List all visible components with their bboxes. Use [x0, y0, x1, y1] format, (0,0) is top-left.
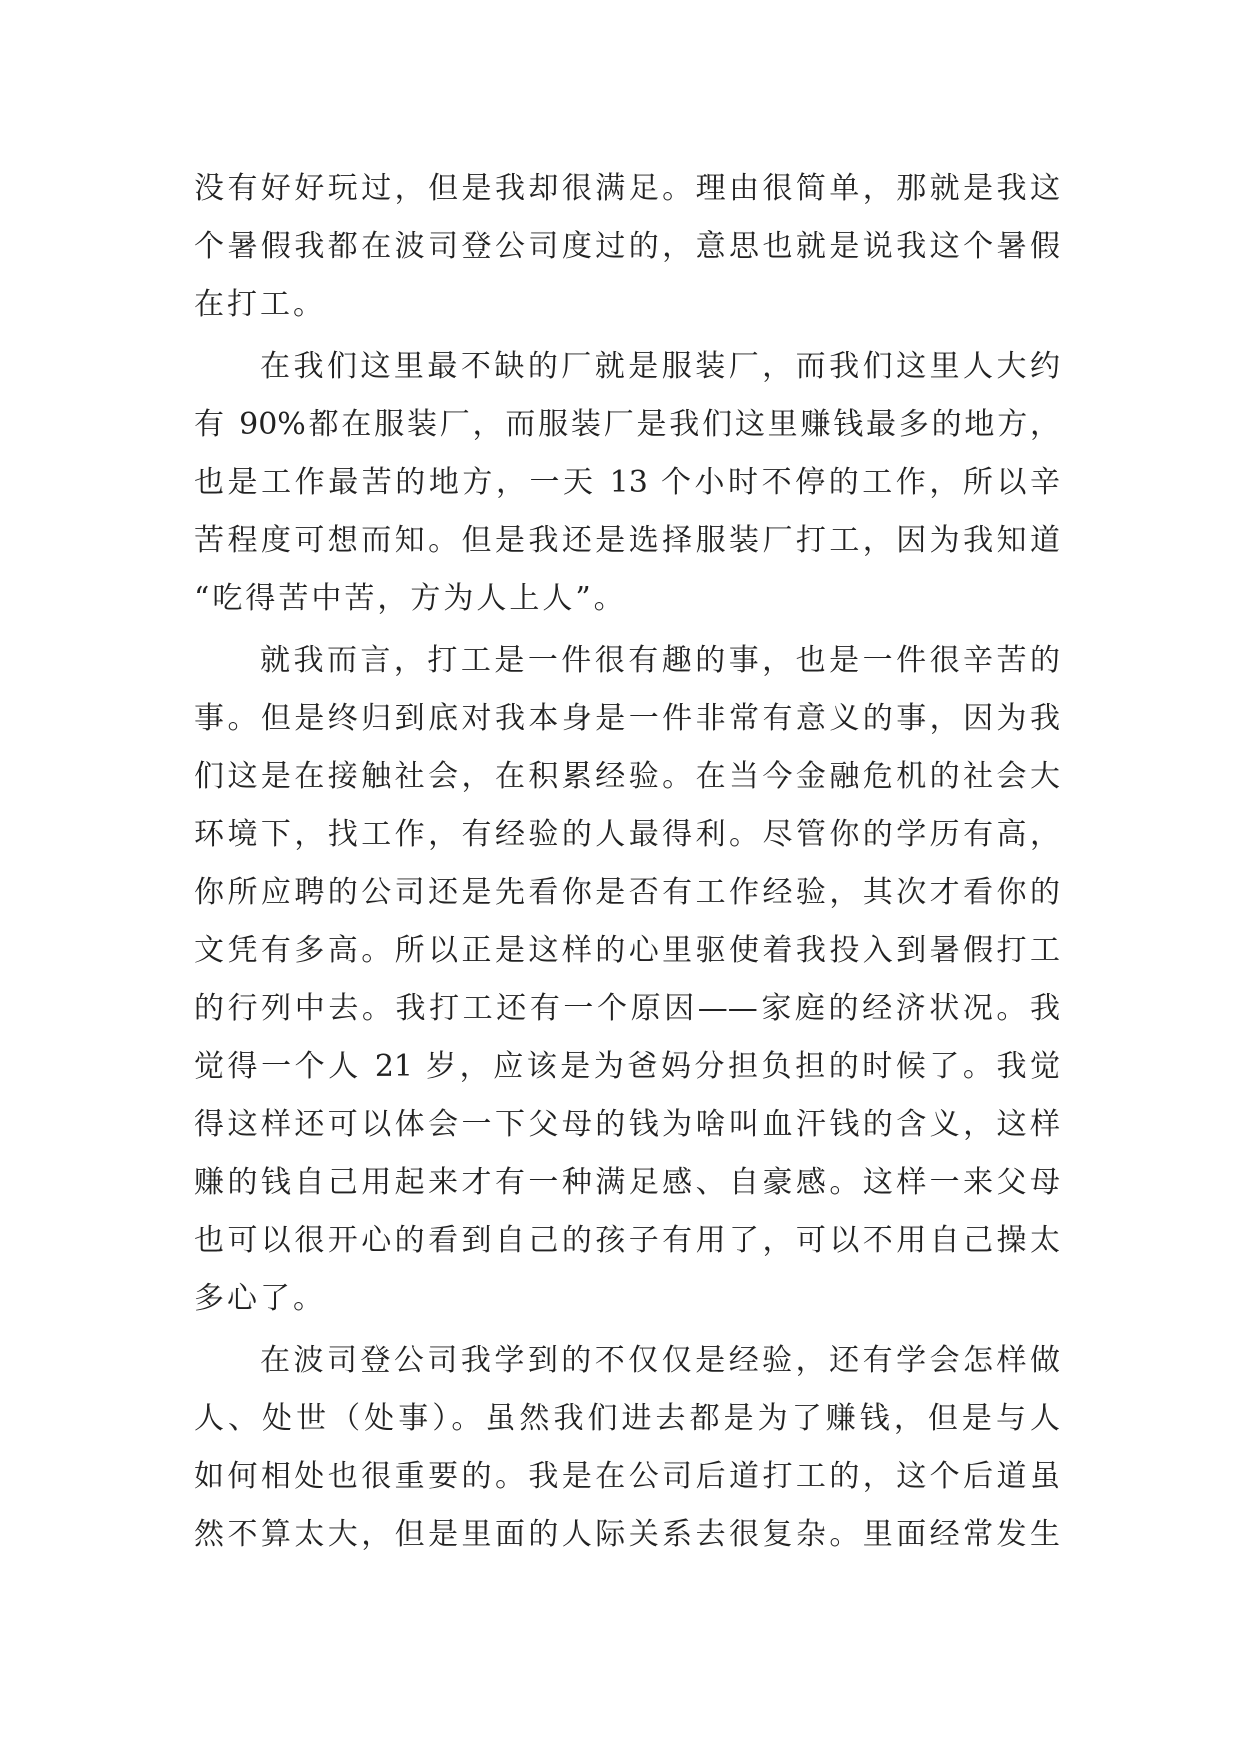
text-line: 觉得一个人 21 岁，应该是为爸妈分担负担的时候了。我觉	[194, 1049, 1060, 1084]
document-body	[194, 160, 1060, 1568]
text-line: 文凭有多高。所以正是这样的心里驱使着我投入到暑假打工	[194, 933, 1060, 968]
text-line: 个暑假我都在波司登公司度过的，意思也就是说我这个暑假	[194, 229, 1060, 264]
text-line: 在打工。	[194, 287, 326, 322]
text-line: 然不算太大，但是里面的人际关系去很复杂。里面经常发生	[194, 1517, 1060, 1552]
paragraph-2	[194, 338, 1060, 628]
text-line: 在我们这里最不缺的厂就是服装厂，而我们这里人大约	[260, 349, 1060, 384]
text-line: 也可以很开心的看到自己的孩子有用了，可以不用自己操太	[194, 1223, 1060, 1258]
text-line: 苦程度可想而知。但是我还是选择服装厂打工，因为我知道	[194, 523, 1060, 558]
text-line: 有 90%都在服装厂，而服装厂是我们这里赚钱最多的地方，	[194, 407, 1060, 442]
text-line: “吃得苦中苦，方为人上人”。	[194, 581, 627, 616]
text-line: 在波司登公司我学到的不仅仅是经验，还有学会怎样做	[260, 1343, 1060, 1378]
text-line: 人、处世（处事）。虽然我们进去都是为了赚钱，但是与人	[194, 1401, 1060, 1436]
paragraph-4	[194, 1332, 1060, 1564]
text-line: 的行列中去。我打工还有一个原因——家庭的经济状况。我	[194, 991, 1060, 1026]
text-line: 也是工作最苦的地方，一天 13 个小时不停的工作，所以辛	[194, 465, 1060, 500]
text-line: 多心了。	[194, 1281, 326, 1316]
text-line: 没有好好玩过，但是我却很满足。理由很简单，那就是我这	[194, 171, 1060, 206]
text-line: 环境下，找工作，有经验的人最得利。尽管你的学历有高，	[194, 817, 1060, 852]
text-line: 如何相处也很重要的。我是在公司后道打工的，这个后道虽	[194, 1459, 1060, 1494]
paragraph-3	[194, 632, 1060, 1328]
text-line: 就我而言，打工是一件很有趣的事，也是一件很辛苦的	[260, 643, 1060, 678]
text-line: 们这是在接触社会，在积累经验。在当今金融危机的社会大	[194, 759, 1060, 794]
paragraph-1	[194, 160, 1060, 334]
text-line: 事。但是终归到底对我本身是一件非常有意义的事，因为我	[194, 701, 1060, 736]
text-line: 赚的钱自己用起来才有一种满足感、自豪感。这样一来父母	[194, 1165, 1060, 1200]
text-line: 得这样还可以体会一下父母的钱为啥叫血汗钱的含义，这样	[194, 1107, 1060, 1142]
text-line: 你所应聘的公司还是先看你是否有工作经验，其次才看你的	[194, 875, 1060, 910]
